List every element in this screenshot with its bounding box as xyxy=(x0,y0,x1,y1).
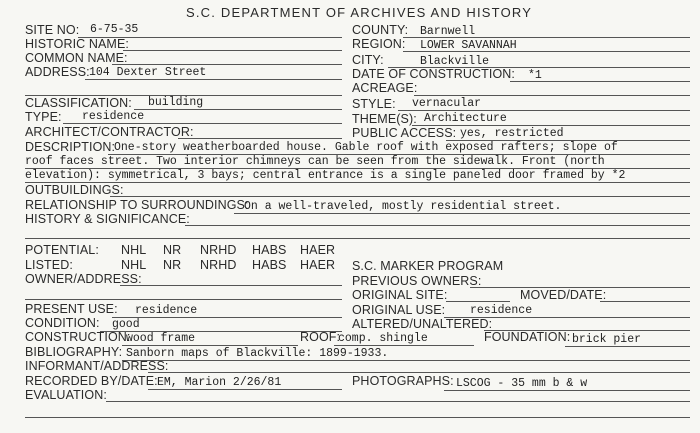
construction-label: CONSTRUCTION: xyxy=(25,330,131,344)
blank-line-2 xyxy=(25,238,690,239)
construction-value: wood frame xyxy=(126,332,196,345)
foundation-line xyxy=(565,346,690,347)
architect-line xyxy=(178,138,342,139)
acreage-line xyxy=(414,95,690,96)
foundation-value: brick pier xyxy=(572,333,642,346)
blank-line-4 xyxy=(25,417,690,418)
description-label: DESCRIPTION: xyxy=(25,140,116,154)
listed-label: LISTED: xyxy=(25,258,73,272)
date-of-construction-label: DATE OF CONSTRUCTION: xyxy=(352,67,515,81)
style-value: vernacular xyxy=(412,97,482,110)
date-of-construction-value: *1 xyxy=(528,69,542,82)
owner-label: OWNER/ADDRESS: xyxy=(25,272,142,286)
listed-nr: NR xyxy=(163,258,182,272)
recorded-by-line xyxy=(148,389,342,390)
potential-label: POTENTIAL: xyxy=(25,243,99,257)
photographs-value: LSCOG - 35 mm b & w xyxy=(456,377,588,390)
recorded-by-value: EM, Marion 2/26/81 xyxy=(157,376,282,389)
acreage-label: ACREAGE: xyxy=(352,81,418,95)
description-line-1: One-story weatherboarded house. Gable roof with exposed rafters; slope of xyxy=(114,141,618,154)
region-line xyxy=(403,51,690,52)
classification-value: building xyxy=(148,96,204,109)
site-no-value: 6-75-35 xyxy=(90,23,139,36)
style-label: STYLE: xyxy=(352,97,396,111)
bibliography-value: Sanborn maps of Blackville: 1899-1933. xyxy=(126,347,389,360)
listed-nrhd: NRHD xyxy=(200,258,237,272)
relationship-label: RELATIONSHIP TO SURROUNDINGS: xyxy=(25,198,249,212)
description-line-2: roof faces street. Two interior chimneys can be seen from the sidewalk. Front (north xyxy=(25,155,605,168)
type-label: TYPE: xyxy=(25,110,62,124)
region-value: LOWER SAVANNAH xyxy=(420,39,517,52)
photographs-label: PHOTOGRAPHS: xyxy=(352,374,454,388)
potential-nhl: NHL xyxy=(121,243,147,257)
relationship-value: On a well-traveled, mostly residential street. xyxy=(244,200,562,213)
classification-label: CLASSIFICATION: xyxy=(25,96,132,110)
evaluation-label: EVALUATION: xyxy=(25,388,107,402)
roof-value: comp. shingle xyxy=(338,332,428,345)
description-rule-3 xyxy=(25,182,690,183)
address-label: ADDRESS: xyxy=(25,65,90,79)
informant-line xyxy=(148,372,690,373)
common-name-label: COMMON NAME: xyxy=(25,51,128,65)
original-site-line xyxy=(446,301,510,302)
city-value: Blackville xyxy=(420,55,490,68)
listed-habs: HABS xyxy=(252,258,287,272)
moved-date-line xyxy=(600,301,690,302)
history-line xyxy=(185,225,690,226)
previous-owners-label: PREVIOUS OWNERS: xyxy=(352,274,482,288)
address-value: 104 Dexter Street xyxy=(89,66,207,79)
relationship-line xyxy=(234,213,690,214)
present-use-label: PRESENT USE: xyxy=(25,302,118,316)
original-use-label: ORIGINAL USE: xyxy=(352,303,446,317)
roof-label: ROOF: xyxy=(300,330,341,344)
public-access-label: PUBLIC ACCESS: xyxy=(352,126,457,140)
condition-value: good xyxy=(112,318,140,331)
theme-value: Architecture xyxy=(424,112,507,125)
history-label: HISTORY & SIGNIFICANCE: xyxy=(25,212,190,226)
altered-label: ALTERED/UNALTERED: xyxy=(352,317,493,331)
classification-line xyxy=(134,109,342,110)
original-use-value: residence xyxy=(470,304,533,317)
region-label: REGION: xyxy=(352,37,406,51)
present-use-value: residence xyxy=(135,304,198,317)
potential-nr: NR xyxy=(163,243,182,257)
county-line xyxy=(403,37,690,38)
outbuildings-line xyxy=(110,196,690,197)
marker-program-label: S.C. MARKER PROGRAM xyxy=(352,259,504,273)
public-access-value: yes, restricted xyxy=(460,127,564,140)
potential-haer: HAER xyxy=(300,243,336,257)
county-label: COUNTY: xyxy=(352,23,409,37)
bibliography-label: BIBLIOGRAPHY: xyxy=(25,345,123,359)
architect-label: ARCHITECT/CONTRACTOR: xyxy=(25,125,194,139)
county-value: Barnwell xyxy=(420,25,476,38)
owner-line xyxy=(120,285,342,286)
historic-name-line xyxy=(123,50,342,51)
blank-line-3 xyxy=(25,299,342,300)
common-name-line xyxy=(112,64,342,65)
city-label: CITY: xyxy=(352,53,384,67)
informant-label: INFORMANT/ADDRESS: xyxy=(25,359,169,373)
form-title: S.C. DEPARTMENT OF ARCHIVES AND HISTORY xyxy=(186,5,533,20)
outbuildings-label: OUTBUILDINGS: xyxy=(25,183,124,197)
historic-name-label: HISTORIC NAME: xyxy=(25,37,129,51)
type-line xyxy=(63,123,342,124)
theme-label: THEME(S): xyxy=(352,112,417,126)
foundation-label: FOUNDATION: xyxy=(484,330,571,344)
evaluation-line xyxy=(106,401,690,402)
listed-haer: HAER xyxy=(300,258,336,272)
style-line xyxy=(398,110,690,111)
potential-habs: HABS xyxy=(252,243,287,257)
roof-line xyxy=(334,345,474,346)
present-use-line xyxy=(112,317,342,318)
bibliography-line xyxy=(122,360,690,361)
recorded-by-label: RECORDED BY/DATE: xyxy=(25,374,158,388)
date-of-construction-line xyxy=(510,81,690,82)
photographs-line xyxy=(444,390,690,391)
description-line-3: elevation): symmetrical, 3 bays; central entrance is a single paneled door framed by *2 xyxy=(25,169,626,182)
original-site-label: ORIGINAL SITE: xyxy=(352,288,448,302)
condition-label: CONDITION: xyxy=(25,316,100,330)
address-line xyxy=(85,79,342,80)
construction-line xyxy=(122,345,298,346)
moved-date-label: MOVED/DATE: xyxy=(520,288,607,302)
site-no-label: SITE NO: xyxy=(25,23,80,37)
listed-nhl: NHL xyxy=(121,258,147,272)
type-value: residence xyxy=(82,110,145,123)
potential-nrhd: NRHD xyxy=(200,243,237,257)
